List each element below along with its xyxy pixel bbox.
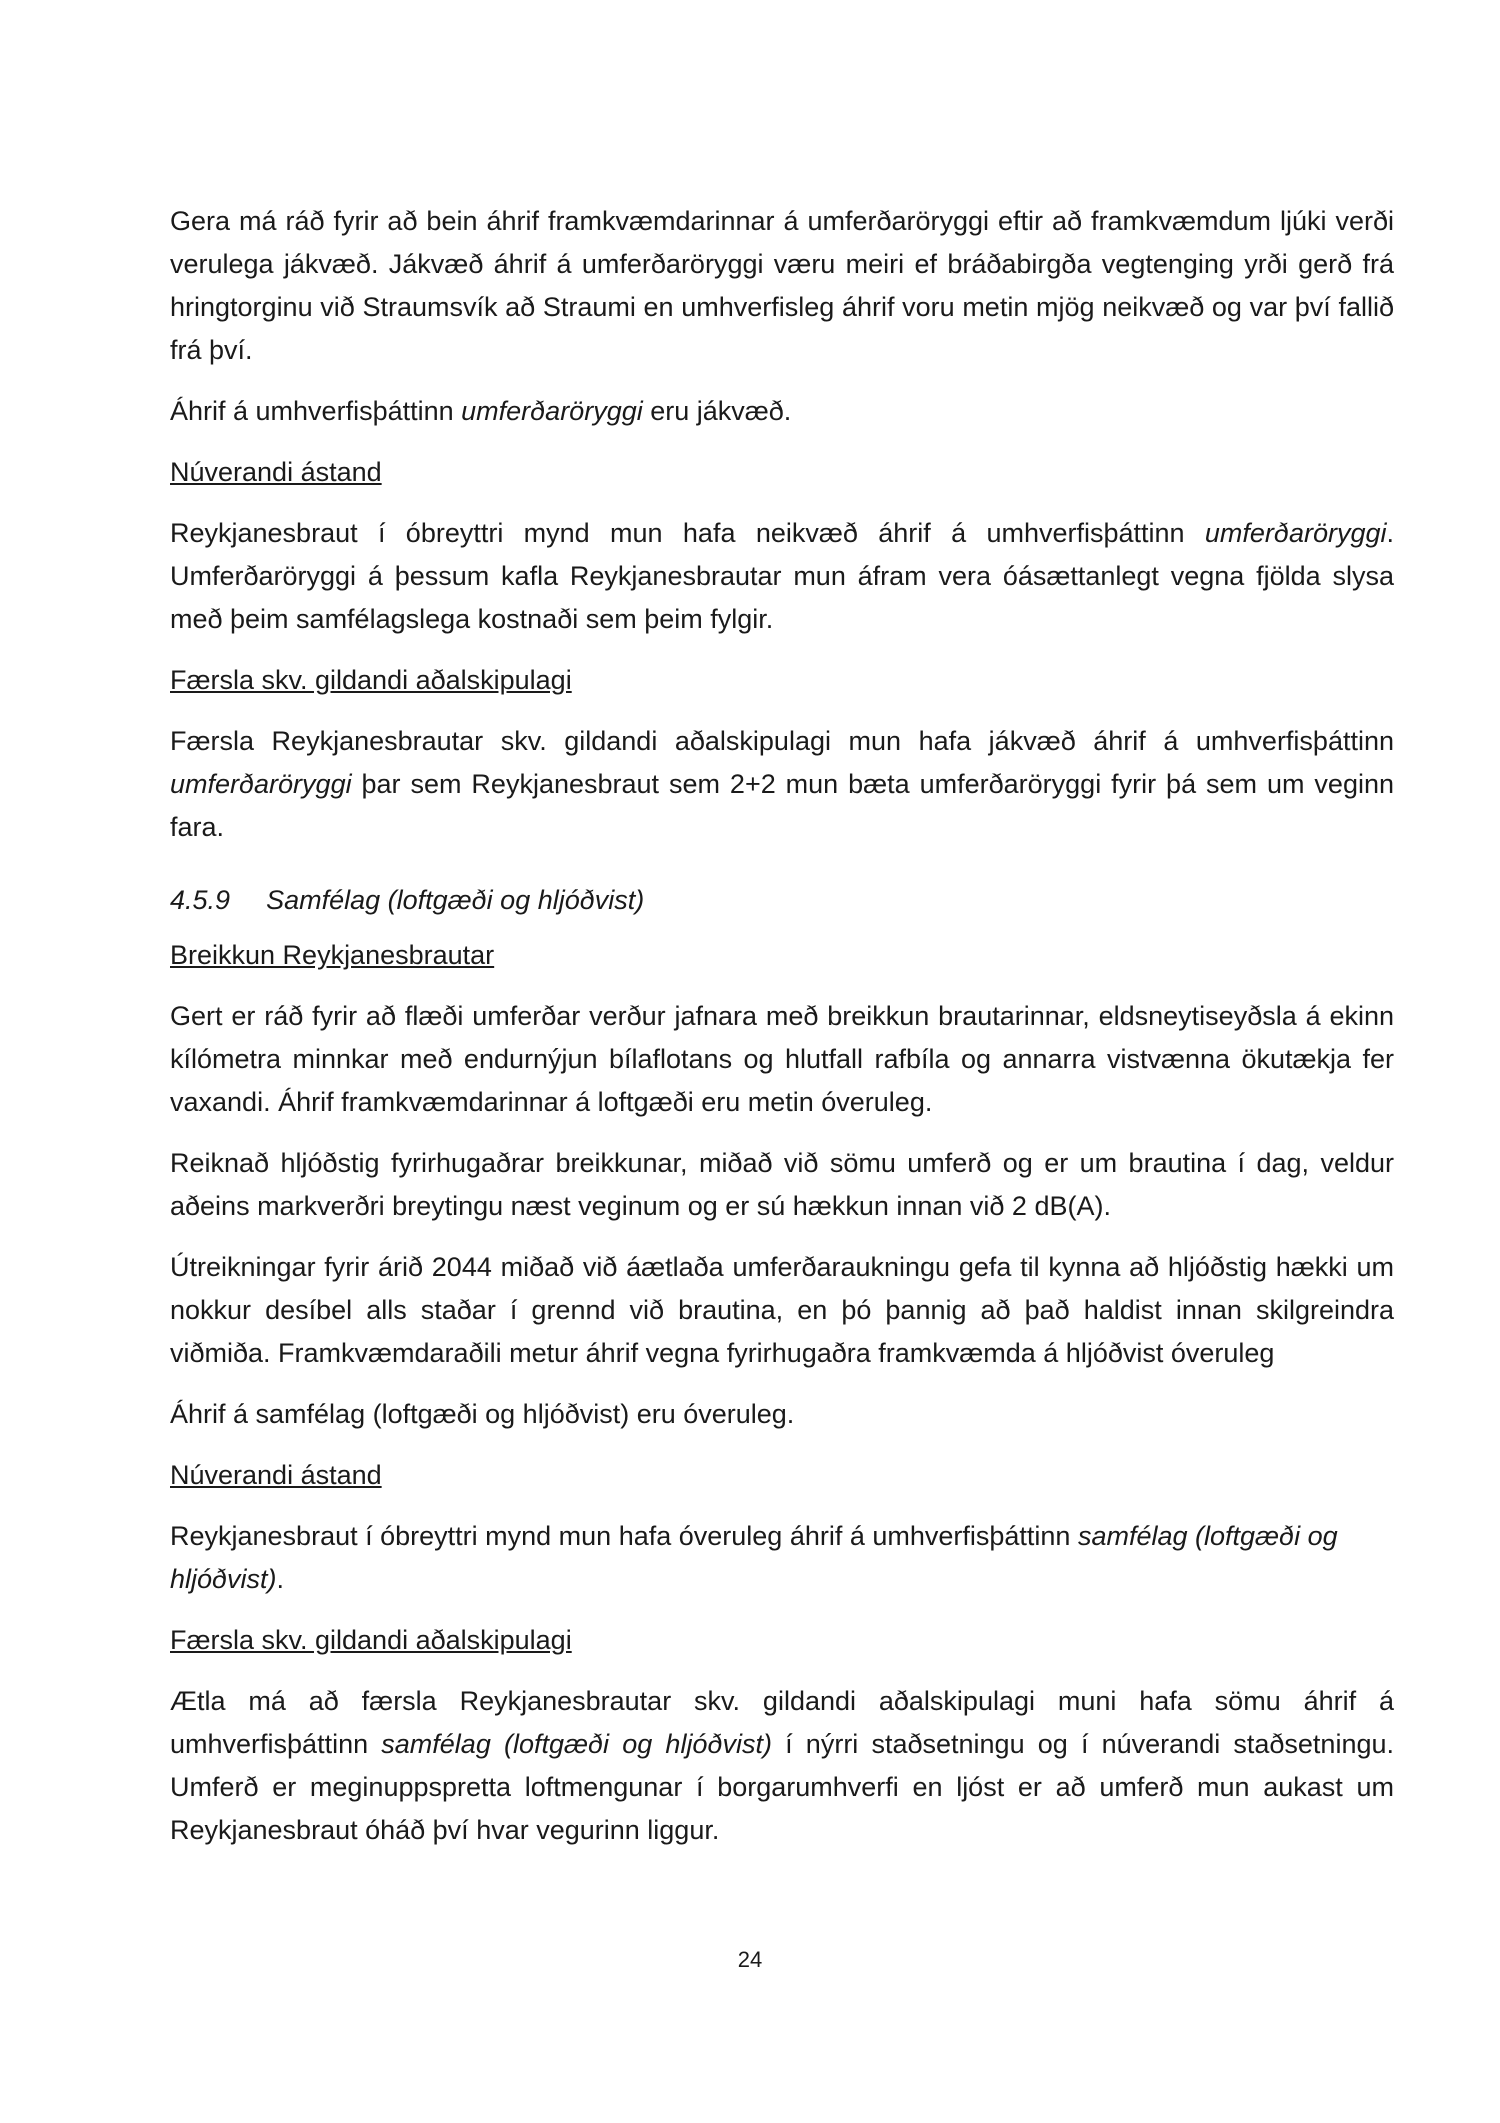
subheading-current-state: [170, 451, 1394, 512]
document-page: [170, 200, 1394, 1870]
subheading-text: Breikkun Reykjanesbrautar: [170, 940, 495, 970]
text: . Umferðaröryggi á þessum kafla Reykjanesbrautar mun áfram vera óásættanlegt vegna fjölda slysa með þeim samfélagslega kostnaði sem þeim fylgir.: [170, 518, 1394, 634]
text: Áhrif á umhverfisþáttinn: [170, 396, 462, 426]
section-number: 4.5.9: [170, 885, 231, 915]
paragraph-relocation-safety: [170, 720, 1394, 849]
subheading-current-state: [170, 1454, 1394, 1515]
paragraph-air-quality: Gert er ráð fyrir að flæði umferðar verður jafnara með breikkun brautarinnar, eldsneytiseyðsla á ekinn kílómetra minnkar með endurnýjun bílaflotans og hlutfall rafbíla og annarra vistvænna ökutækja fer vaxandi. Áhrif framkvæmdarinnar á loftgæði eru metin óveruleg.: [170, 1001, 1394, 1117]
text: Færsla Reykjanesbrautar skv. gildandi aðalskipulagi mun hafa jákvæð áhrif á umhverfisþáttinn: [170, 726, 1394, 756]
paragraph-current-state-community: [170, 1515, 1394, 1601]
text: Reykjanesbraut í óbreyttri mynd mun hafa óveruleg áhrif á umhverfisþáttinn: [170, 1521, 1078, 1551]
paragraph-traffic-safety-effects: Gera má ráð fyrir að bein áhrif framkvæmdarinnar á umferðaröryggi eftir að framkvæmdum ljúki verði verulega jákvæð. Jákvæð áhrif á umferðaröryggi væru meiri ef bráðabirgða vegtenging yrði gerð frá hringtorginu við Straumsvík að Straumi en umhverfisleg áhrif voru metin mjög neikvæð og var því fallið frá því.: [170, 206, 1394, 365]
subheading-relocation: [170, 659, 1394, 720]
subheading-widening: [170, 934, 1394, 995]
text: Reykjanesbraut í óbreyttri mynd mun hafa neikvæð áhrif á umhverfisþáttinn: [170, 518, 1205, 548]
paragraph-traffic-safety-conclusion: [170, 390, 1394, 433]
text: Ætla má að færsla Reykjanesbrautar skv. gildandi aðalskipulagi muni hafa sömu áhrif á umhverfisþáttinn: [170, 1686, 1394, 1759]
subheading-relocation: [170, 1619, 1394, 1680]
emphasis: samfélag (loftgæði og hljóðvist): [381, 1729, 772, 1759]
paragraph-relocation-community: [170, 1680, 1394, 1852]
paragraph-noise-level: Reiknað hljóðstig fyrirhugaðrar breikkunar, miðað við sömu umferð og er um brautina í dag, veldur aðeins markverðri breytingu næst veginum og er sú hækkun innan við 2 dB(A).: [170, 1148, 1394, 1221]
subheading-text: Færsla skv. gildandi aðalskipulagi: [170, 665, 572, 695]
paragraph-current-state-safety: [170, 512, 1394, 641]
text: þar sem Reykjanesbraut sem 2+2 mun bæta umferðaröryggi fyrir þá sem um veginn fara.: [170, 769, 1394, 842]
text: í nýrri staðsetningu og í núverandi staðsetningu. Umferð er meginuppspretta loftmengunar í borgarumhverfi en ljóst er að umferð mun aukast um Reykjanesbraut óháð því hvar vegurinn liggur.: [170, 1729, 1395, 1845]
paragraph-community-conclusion: Áhrif á samfélag (loftgæði og hljóðvist) eru óveruleg.: [170, 1399, 795, 1429]
emphasis: umferðaröryggi: [461, 396, 643, 426]
emphasis: umferðaröryggi: [170, 769, 352, 799]
subheading-text: Núverandi ástand: [170, 1460, 382, 1490]
text: .: [276, 1564, 285, 1594]
subheading-text: Núverandi ástand: [170, 457, 382, 487]
section-heading: [170, 879, 1394, 922]
paragraph-noise-forecast: Útreikningar fyrir árið 2044 miðað við áætlaða umferðaraukningu gefa til kynna að hljóðstig hækki um nokkur desíbel alls staðar í grennd við brautina, en þó þannig að það haldist innan skilgreindra viðmiða. Framkvæmdaraðili metur áhrif vegna fyrirhugaðra framkvæmda á hljóðvist óveruleg: [170, 1252, 1394, 1368]
text: eru jákvæð.: [642, 396, 792, 426]
section-title: Samfélag (loftgæði og hljóðvist): [266, 885, 645, 915]
emphasis: umferðaröryggi: [1204, 518, 1387, 548]
subheading-text: Færsla skv. gildandi aðalskipulagi: [170, 1625, 572, 1655]
page-number: 24: [737, 1947, 763, 1972]
emphasis: samfélag (loftgæði og hljóðvist): [170, 1521, 1338, 1594]
